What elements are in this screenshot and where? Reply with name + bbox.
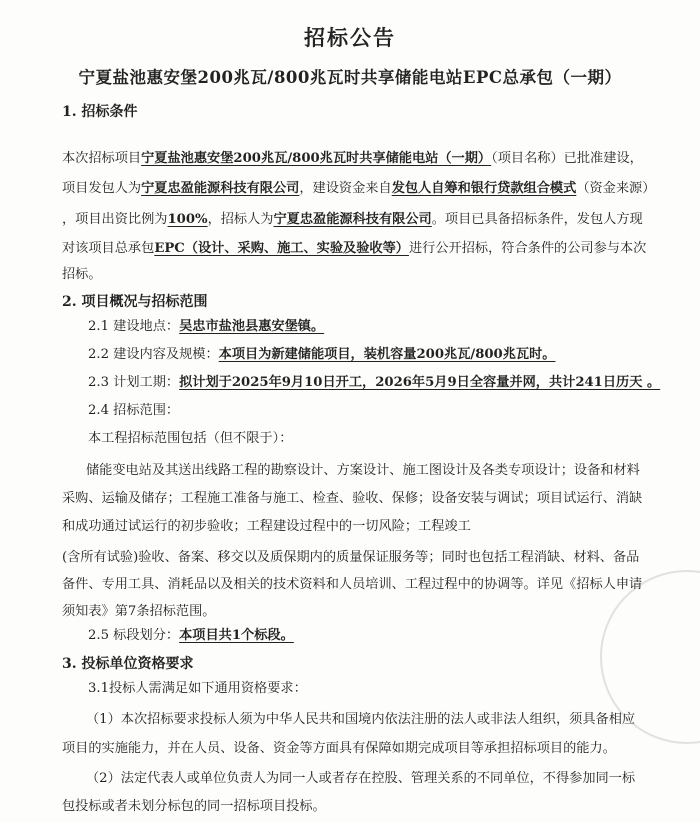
project-title: 宁夏盐池惠安堡200兆瓦/800兆瓦时共享储能电站EPC总承包（一期） (78, 68, 622, 87)
text: ，建设资金来自 (299, 181, 392, 196)
text: 2.2 建设内容及规模： (88, 347, 219, 362)
project-name: 宁夏盐池惠安堡200兆瓦/800兆瓦时共享储能电站（一期） (141, 151, 492, 166)
section-1-heading: 1. 招标条件 (62, 104, 138, 120)
item-2-2 (88, 346, 555, 364)
text: （项目名称）已批准建设， (491, 151, 643, 166)
s1-line-4 (62, 240, 646, 258)
s1-line-2 (62, 180, 655, 198)
item-2-5 (88, 627, 294, 645)
req-1-line-1: （1）本次招标要求投标人须为中华人民共和国境内依法注册的法人或非法人组织，须具备相应 (86, 712, 636, 727)
scope-intro: 本工程招标范围包括（但不限于）： (88, 431, 293, 446)
funding-ratio: 100% (167, 212, 208, 227)
req-2-line-2: 包投标或者未划分标包的同一招标项目投标。 (62, 799, 326, 814)
section-3-heading: 3. 投标单位资格要求 (62, 656, 194, 672)
scope-line-6: 须知表》第7条招标范围。 (62, 604, 216, 619)
scope-line-1: 储能变电站及其送出线路工程的勘察设计、方案设计、施工图设计及各类专项设计；设备和材料 (86, 463, 640, 478)
s1-line-3 (62, 211, 643, 229)
s1-line-5: 招标。 (62, 267, 102, 282)
text: 。项目已具备招标条件，发包人方现 (431, 212, 643, 227)
scope-line-5: 备件、专用工具、消耗品以及相关的技术资料和人员培训、工程过程中的协调等。详见《招标人申请 (62, 577, 643, 592)
scope-line-2: 采购、运输及储存；工程施工准备与施工、检查、验收、保修；设备安装与调试；项目试运行、消缺 (62, 491, 643, 506)
item-3-1: 3.1投标人需满足如下通用资格要求： (88, 681, 307, 696)
text: 对该项目总承包 (62, 241, 155, 256)
item-2-4: 2.4 招标范围： (88, 403, 180, 418)
item-2-1 (88, 318, 324, 336)
funding-source: 发包人自筹和银行贷款组合模式 (391, 181, 577, 196)
section-2-heading: 2. 项目概况与招标范围 (62, 294, 208, 310)
text: ，招标人为 (207, 212, 274, 227)
text: 2.5 标段划分： (88, 628, 180, 643)
tenderer-name: 宁夏忠盈能源科技有限公司 (273, 212, 432, 227)
owner-name: 宁夏忠盈能源科技有限公司 (141, 181, 300, 196)
text: 本次招标项目 (62, 151, 142, 166)
text: 2.3 计划工期： (88, 375, 180, 390)
scope-line-4: (含所有试验)验收、备案、移交以及质保期内的质量保证服务等；同时也包括工程消缺、材料、备品 (62, 550, 640, 565)
s1-line-1 (62, 150, 643, 168)
item-2-3 (88, 374, 660, 392)
text: 2.1 建设地点： (88, 319, 180, 334)
contract-scope: EPC（设计、采购、施工、实验及验收等） (154, 241, 409, 256)
req-2-line-1: （2）法定代表人或单位负责人为同一人或者存在控股、管理关系的不同单位，不得参加同一标 (86, 771, 636, 786)
schedule: 拟计划于2025年9月10日开工，2026年5月9日全容量并网，共计241日历天 。 (179, 375, 661, 390)
req-1-line-2: 项目的实施能力，并在人员、设备、资金等方面具有保障如期完成项目等承担招标项目的能力。 (62, 741, 616, 756)
location: 吴忠市盐池县惠安堡镇。 (179, 319, 325, 334)
text: ，项目出资比例为 (62, 212, 168, 227)
text: （资金来源） (576, 181, 656, 196)
lot-division: 本项目共1个标段。 (179, 628, 294, 643)
text: 项目发包人为 (62, 181, 142, 196)
page-title: 招标公告 (304, 25, 396, 50)
text: 进行公开招标，符合条件的公司参与本次 (408, 241, 647, 256)
scale: 本项目为新建储能项目，装机容量200兆瓦/800兆瓦时。 (218, 347, 556, 362)
scope-line-3: 和成功通过试运行的初步验收；工程建设过程中的一切风险；工程竣工 (62, 519, 471, 534)
